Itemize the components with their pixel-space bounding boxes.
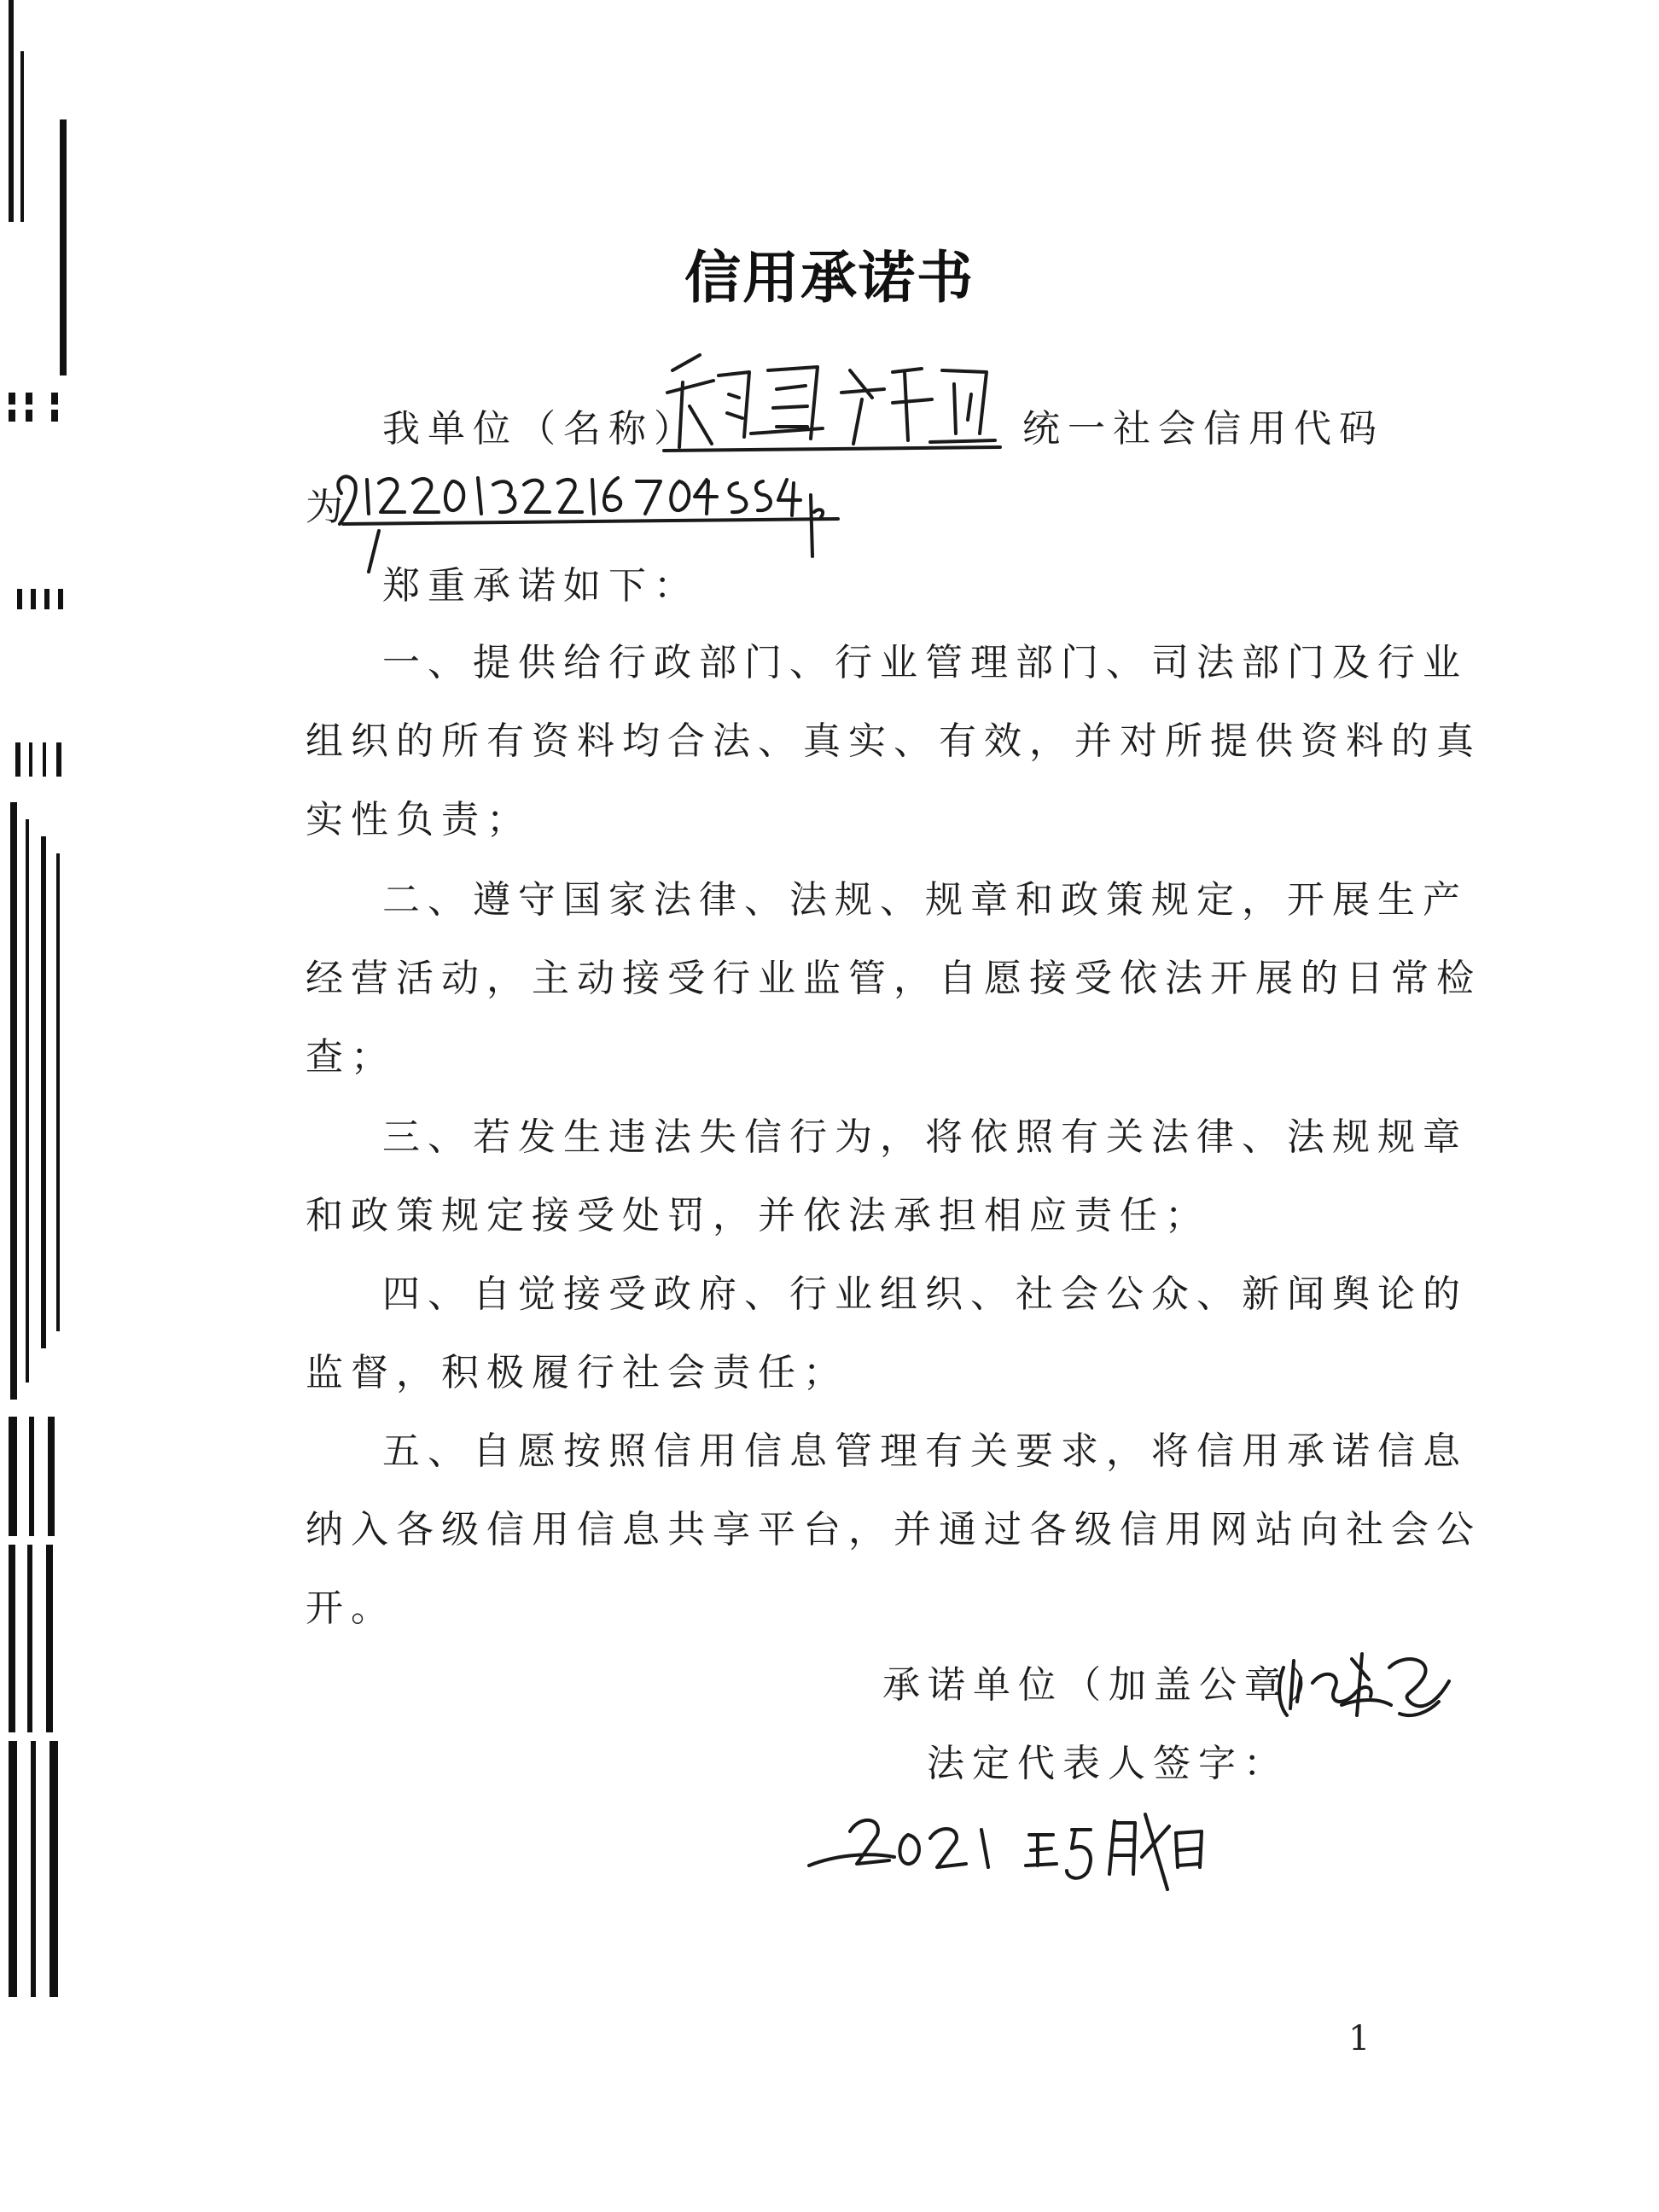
item-3-line-1: 三、若发生违法失信行为，将依照有关法律、法规规章 (382, 1115, 1468, 1159)
item-5-line-2: 纳入各级信用信息共享平台，并通过各级信用网站向社会公 (306, 1508, 1481, 1551)
item-5-line-3: 开。 (306, 1586, 396, 1630)
item-5-line-1: 五、自愿按照信用信息管理有关要求，将信用承诺信息 (382, 1429, 1468, 1473)
item-1-line-3: 实性负责； (306, 798, 532, 841)
handwritten-credit-code (326, 430, 855, 575)
intro-prefix: 我单位（名称） (382, 407, 699, 451)
code-prefix: 为 (306, 486, 351, 529)
item-3-line-2: 和政策规定接受处罚，并依法承担相应责任； (306, 1194, 1210, 1237)
commit-line: 郑重承诺如下： (382, 564, 699, 608)
scanner-edge-artifacts (0, 0, 68, 2212)
item-2-line-1: 二、遵守国家法律、法规、规章和政策规定，开展生产 (382, 878, 1468, 922)
handwritten-date (800, 1789, 1244, 1900)
item-1-line-2: 组织的所有资料均合法、真实、有效，并对所提供资料的真 (306, 719, 1481, 763)
unit-seal-label: 承诺单位（加盖公章） (882, 1663, 1335, 1707)
handwritten-representative-signature (1272, 1633, 1454, 1736)
document-title: 信用承诺书 (684, 245, 975, 311)
representative-sign-label: 法定代表人签字： (927, 1742, 1289, 1785)
credit-code-label: 统一社会信用代码 (1022, 407, 1384, 451)
item-2-line-3: 查； (306, 1035, 396, 1079)
page-number: 1 (1348, 2019, 1371, 2058)
item-2-line-2: 经营活动，主动接受行业监管，自愿接受依法开展的日常检 (306, 957, 1481, 1000)
item-4-line-1: 四、自觉接受政府、行业组织、社会公众、新闻舆论的 (382, 1272, 1468, 1316)
item-1-line-1: 一、提供给行政部门、行业管理部门、司法部门及行业 (382, 641, 1468, 684)
item-4-line-2: 监督，积极履行社会责任； (306, 1351, 848, 1394)
